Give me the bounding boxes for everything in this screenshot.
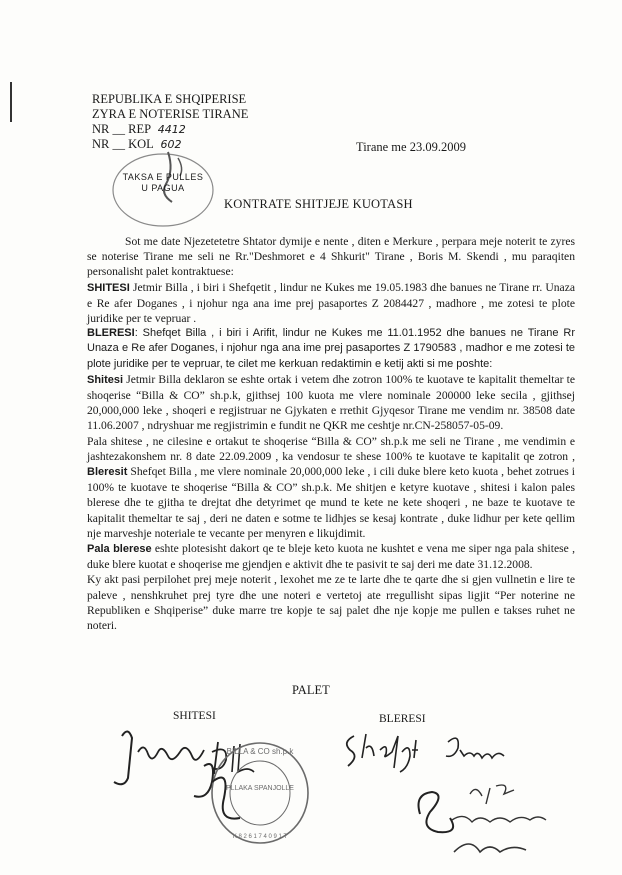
parties-heading: PALET bbox=[292, 683, 330, 697]
kol-number-handwritten: 602 bbox=[160, 138, 182, 151]
declaration-label: Shitesi bbox=[87, 373, 124, 386]
sale-buyer-label: Bleresit bbox=[87, 466, 128, 479]
rep-label: NR __ REP bbox=[92, 122, 151, 136]
buyer-label: BLERESI bbox=[87, 327, 135, 340]
buyer-signature-label: BLERESI bbox=[379, 713, 426, 725]
seller-text: Jetmir Billa , i biri i Shefqetit , lindur ne Kukes me 19.05.1983 dhe banues ne Tirane rr. Unaza e Re afer Doganes , i njohur nga ana ime prej pasaportes Z 2084427 , madhore , me zotesi te plote juridike per te vepruar . bbox=[87, 280, 575, 326]
seller-paragraph bbox=[87, 280, 575, 327]
contract-title: KONTRATE SHITJEJE KUOTASH bbox=[224, 197, 413, 211]
header-office: ZYRA E NOTERISE TIRANE bbox=[92, 107, 249, 121]
closing-paragraph: Ky akt pasi perpilohet prej meje noterit , lexohet me ze te larte dhe te qarte dhe si gjen vullnetin e lire te paleve , nenshkruhet prej tyre dhe une noteri e vertetoj ate rregullisht sipas ligjit “Per noterine ne Republiken e Shqiperise” duke marre tre kopje te saj palet dhe nje kopje me pullen e takses ruhet ne noteri. bbox=[87, 573, 575, 633]
seller-label: SHITESI bbox=[87, 281, 130, 294]
header-republic: REPUBLIKA E SHQIPERISE bbox=[92, 92, 247, 106]
company-stamp-number-text: K 8 2 6 1 7 4 0 9 1 T bbox=[232, 834, 288, 840]
tax-stamp-line2: U PAGUA bbox=[141, 183, 185, 193]
sale-paragraph bbox=[87, 434, 575, 541]
buyer-signature bbox=[340, 728, 560, 868]
agreement-paragraph bbox=[87, 541, 575, 572]
scan-edge-mark bbox=[10, 82, 12, 122]
rep-number-handwritten: 4412 bbox=[157, 123, 186, 136]
company-stamp-center-text: PLLAKA SPANJOLLE bbox=[226, 785, 294, 792]
tax-stamp-line1: TAKSA E PULLES bbox=[122, 172, 204, 182]
buyer-paragraph bbox=[87, 326, 575, 372]
declaration-paragraph bbox=[87, 372, 575, 434]
contract-body bbox=[87, 234, 575, 633]
document-date: Tirane me 23.09.2009 bbox=[356, 140, 466, 154]
declaration-text: Jetmir Billa deklaron se eshte ortak i vetem dhe zotron 100% te kuotave te kapitalit themeltar te shoqerise “Billa & CO” sh.p.k, gjithsej 100 kuota me vlere nominale 200000 leke secila , gjithsej 20,000,000 leke , shoqeri e regjistruar ne Gjykaten e rrethit Gjyqesor Tirane me vendim nr. 38508 date 11.06.2007 , ndryshuar me regjistrimin e fundit ne QKR me ceshtje nr.CN-258057-05-09. bbox=[87, 372, 575, 433]
sale-text-a: Pala shitese , ne cilesine e ortakut te shoqerise “Billa & CO” sh.p.k me seli ne Tirane , me vendimin e jashtezakonshem nr. 8 date 22.09.2009 , ka vendosur te shese 100% te kuotave te kapitalit qe zotron , bbox=[87, 434, 575, 463]
sale-text-b: Shefqet Billa , me vlere nominale 20,000,000 leke , i cili duke blere keto kuota , behet zotrues i 100% te kuotave te shoqerise “Billa & CO” sh.p.k. Me shitjen e ketyre kuotave , shitesi i kalon pales bleresе dhe te gjitha te drejtat dhe detyrimet qe mund te kete ne kete shoqeri , ne baze te kuotave te kapitalit themeltar te saj , deri ne daten e sotme te lidhjes se kesaj kontrate , duke lidhur per kete qellim nje marveshje noteriale te vecante per menyren e likujdimit. bbox=[87, 465, 575, 540]
company-stamp-ring-text: BILLA & CO sh.p.k bbox=[226, 747, 294, 756]
buyer-text: : Shefqet Billa , i biri i Arifit, lindur ne Kukes me 11.01.1952 dhe banues ne Tirane Rr Unaza e Re afer Doganes, i njohur nga ana ime prej pasaportes Z 1790583 , madhor e me zotesi te plote juridike per te vepruar, te cilet me kerkuan redaktimin e ketij akti si me poshte: bbox=[87, 327, 575, 370]
header-rep-line bbox=[92, 122, 248, 137]
agreement-text: eshte plotesisht dakort qe te bleje keto kuota ne kushtet e vena me siper nga pala shitese , duke blere kuotat e shoqerise me gjendjen e aktivit dhe te pasivit te saj deri me date 31.12.2008. bbox=[87, 542, 575, 572]
agreement-label: Pala bleresе bbox=[87, 543, 152, 556]
tax-stamp bbox=[108, 150, 218, 230]
seller-signature-label: SHITESI bbox=[173, 710, 216, 722]
intro-paragraph: Sot me date Njezetetetre Shtator dymije e nente , diten e Merkure , perpara meje noterit te zyres se noterise Tirane me seli ne Rr."Deshmoret e 4 Shkurit" Tirane , Boris M. Skendi , mu paraqiten personalisht palet kontraktuese: bbox=[87, 235, 575, 279]
company-stamp bbox=[200, 738, 340, 848]
kol-label: NR __ KOL bbox=[92, 137, 154, 151]
document-header bbox=[92, 92, 248, 152]
